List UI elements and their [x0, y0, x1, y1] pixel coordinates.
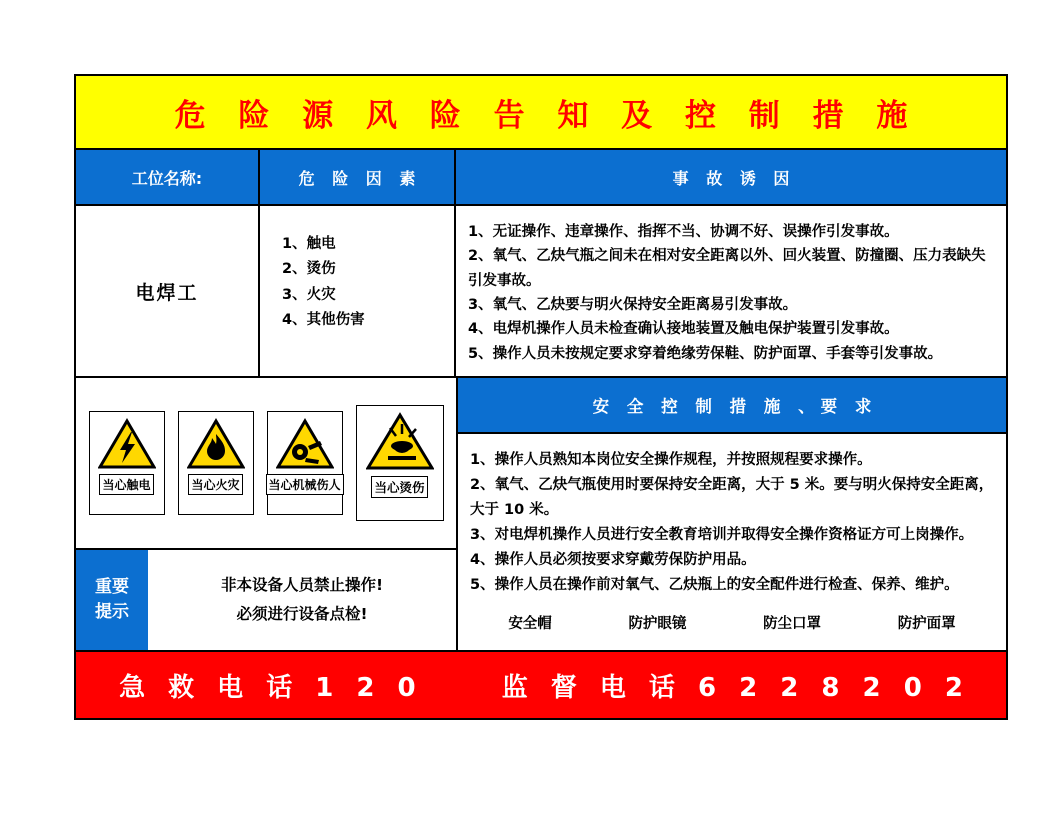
ppe-item: 安全帽	[508, 615, 552, 632]
measures-column	[458, 378, 1006, 650]
measures-header: 安 全 控 制 措 施 、要 求	[458, 378, 1006, 434]
list-item: 4、其他伤害	[282, 312, 365, 329]
page-title: 危 险 源 风 险 告 知 及 控 制 措 施	[174, 97, 919, 134]
ppe-item: 防护面罩	[897, 615, 956, 632]
notice-tag-line1: 重要	[95, 576, 129, 597]
important-notice	[76, 550, 456, 650]
notice-line-1: 非本设备人员禁止操作!	[220, 576, 384, 595]
notice-tag-line2: 提示	[95, 602, 129, 623]
warning-signs-group	[76, 378, 456, 550]
warning-machine-injury-icon	[276, 418, 334, 470]
sign-machine-injury	[267, 411, 343, 515]
warning-scald-icon	[366, 412, 434, 472]
list-item: 1、无证操作、违章操作、指挥不当、协调不好、误操作引发事故。	[468, 224, 899, 240]
sign-scald	[356, 405, 444, 521]
table-main-row	[76, 206, 1006, 378]
sign-label: 当心火灾	[188, 474, 242, 495]
signs-and-notice-column	[76, 378, 458, 650]
list-item: 5、操作人员未按规定要求穿着绝缘劳保鞋、防护面罩、手套等引发事故。	[468, 345, 943, 362]
ppe-row	[470, 612, 994, 637]
ppe-item: 防护眼镜	[628, 615, 687, 632]
hazard-factors-list	[260, 206, 456, 376]
table-header-row	[76, 150, 1006, 206]
sign-label: 当心机械伤人	[266, 474, 344, 495]
lower-section	[76, 378, 1006, 650]
post-name: 电焊工	[76, 206, 260, 376]
sign-fire	[178, 411, 254, 515]
sign-label: 当心触电	[99, 474, 153, 495]
warning-fire-icon	[187, 418, 245, 470]
list-item: 1、触电	[282, 236, 336, 252]
list-item: 2、氧气、乙炔气瓶使用时要保持安全距离，大于 5 米。要与明火保持安全距离，大于 10 米。	[470, 477, 994, 519]
header-factors: 危 险 因 素	[260, 150, 456, 204]
footer-bar	[76, 650, 1006, 718]
list-item: 1、操作人员熟知本岗位安全操作规程，并按照规程要求操作。	[470, 452, 872, 469]
list-item: 3、对电焊机操作人员进行安全教育培训并取得安全操作资格证方可上岗操作。	[470, 526, 974, 543]
sign-label: 当心烫伤	[371, 476, 427, 498]
sign-electric-shock	[89, 411, 165, 515]
warning-electric-shock-icon	[98, 418, 156, 470]
list-item: 4、操作人员必须按要求穿戴劳保防护用品。	[470, 551, 756, 568]
notice-tag	[76, 550, 148, 650]
list-item: 5、操作人员在操作前对氧气、乙炔瓶上的安全配件进行检查、保养、维护。	[470, 576, 959, 593]
header-post: 工位名称:	[76, 150, 260, 204]
list-item: 4、电焊机操作人员未检查确认接地装置及触电保护装置引发事故。	[468, 321, 899, 338]
supervision-phone: 监 督 电 话 6 2 2 8 2 0 2	[501, 672, 970, 703]
emergency-phone: 急 救 电 话 1 2 0	[119, 672, 423, 703]
measures-list	[458, 434, 1006, 643]
accident-causes-list	[456, 206, 1006, 376]
board-title-bar	[76, 76, 1006, 150]
list-item: 2、氧气、乙炔气瓶之间未在相对安全距离以外、回火装置、防撞圈、压力表缺失引发事故。	[468, 248, 986, 289]
notice-body	[148, 550, 456, 650]
ppe-item: 防尘口罩	[763, 615, 822, 632]
list-item: 2、烫伤	[282, 261, 336, 278]
list-item: 3、氧气、乙炔要与明火保持安全距离易引发事故。	[468, 297, 798, 314]
notice-line-2: 必须进行设备点检!	[236, 605, 368, 624]
safety-board	[74, 74, 1008, 720]
header-causes: 事 故 诱 因	[456, 150, 1006, 204]
list-item: 3、火灾	[282, 286, 336, 303]
